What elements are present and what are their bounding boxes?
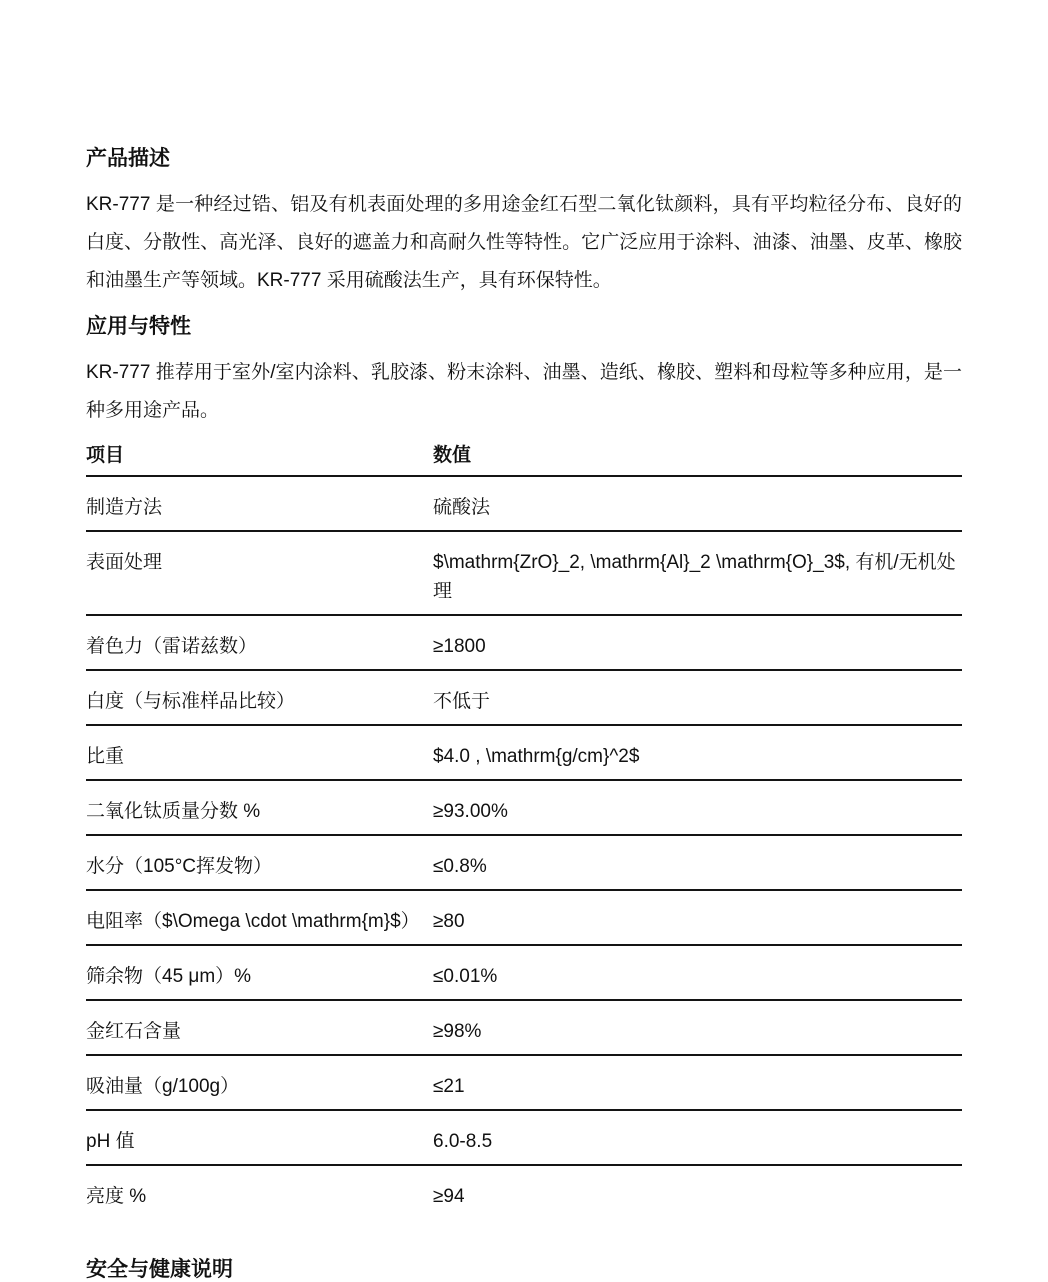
spec-value: ≥1800: [433, 615, 962, 670]
spec-value: ≥94: [433, 1186, 465, 1207]
spec-value: ≤0.01%: [433, 945, 962, 1000]
spec-item: 表面处理: [86, 531, 433, 615]
spec-value: ≥93.00%: [433, 780, 962, 835]
column-header-item: 项目: [86, 443, 433, 476]
table-row: [86, 1110, 962, 1165]
spec-value: ≤21: [433, 1055, 962, 1110]
product-description-text: KR-777 是一种经过锆、铝及有机表面处理的多用途金红石型二氧化钛颜料，具有平均粒径分布、良好的白度、分散性、高光泽、良好的遮盖力和高耐久性等特性。它广泛应用于涂料、油漆、油墨、皮革、橡胶和油墨生产等领域。KR-777 采用硫酸法生产，具有环保特性。: [86, 194, 962, 291]
applications-heading: 应用与特性: [86, 315, 191, 338]
spec-item: 白度（与标准样品比较）: [86, 670, 433, 725]
spec-item: 比重: [86, 725, 433, 780]
spec-table: [86, 443, 962, 1219]
spec-value: 不低于: [433, 670, 962, 725]
spec-item: 筛余物（45 μm）%: [86, 945, 433, 1000]
spec-item: 亮度 %: [86, 1186, 147, 1207]
spec-item: 水分（105°C挥发物）: [86, 835, 433, 890]
spec-value: 6.0-8.5: [433, 1110, 962, 1165]
table-row: [86, 725, 962, 780]
column-header-value: 数值: [433, 443, 962, 476]
spec-item: 二氧化钛质量分数 %: [86, 780, 433, 835]
table-row: [86, 1055, 962, 1110]
table-row: [86, 945, 962, 1000]
applications-text: KR-777 推荐用于室外/室内涂料、乳胶漆、粉末涂料、油墨、造纸、橡胶、塑料和母粒等多种应用，是一种多用途产品。: [86, 362, 962, 421]
table-row: [86, 890, 962, 945]
spec-value: ≤0.8%: [433, 835, 962, 890]
product-description-heading: 产品描述: [86, 147, 170, 170]
spec-value: ≥98%: [433, 1000, 962, 1055]
table-row: [86, 780, 962, 835]
table-row: [86, 476, 962, 531]
spec-item: 电阻率（$\Omega \cdot \mathrm{m}$）: [86, 890, 433, 945]
safety-heading: 安全与健康说明: [86, 1258, 233, 1281]
spec-value: 硫酸法: [433, 476, 962, 531]
spec-value: $4.0 , \mathrm{g/cm}^2$: [433, 725, 962, 780]
table-row: [86, 1165, 962, 1219]
spec-item: pH 值: [86, 1110, 433, 1165]
spec-value: $\mathrm{ZrO}_2, \mathrm{Al}_2 \mathrm{O}_3$, 有机/无机处理: [433, 531, 962, 615]
spec-item: 吸油量（g/100g）: [86, 1055, 433, 1110]
table-row: [86, 1000, 962, 1055]
table-row: [86, 615, 962, 670]
table-row: [86, 670, 962, 725]
spec-item: 金红石含量: [86, 1000, 433, 1055]
spec-value: ≥80: [433, 890, 962, 945]
table-row: [86, 531, 962, 615]
table-row: [86, 835, 962, 890]
spec-item: 着色力（雷诺兹数）: [86, 615, 433, 670]
spec-item: 制造方法: [86, 476, 433, 531]
table-header-row: [86, 443, 962, 476]
